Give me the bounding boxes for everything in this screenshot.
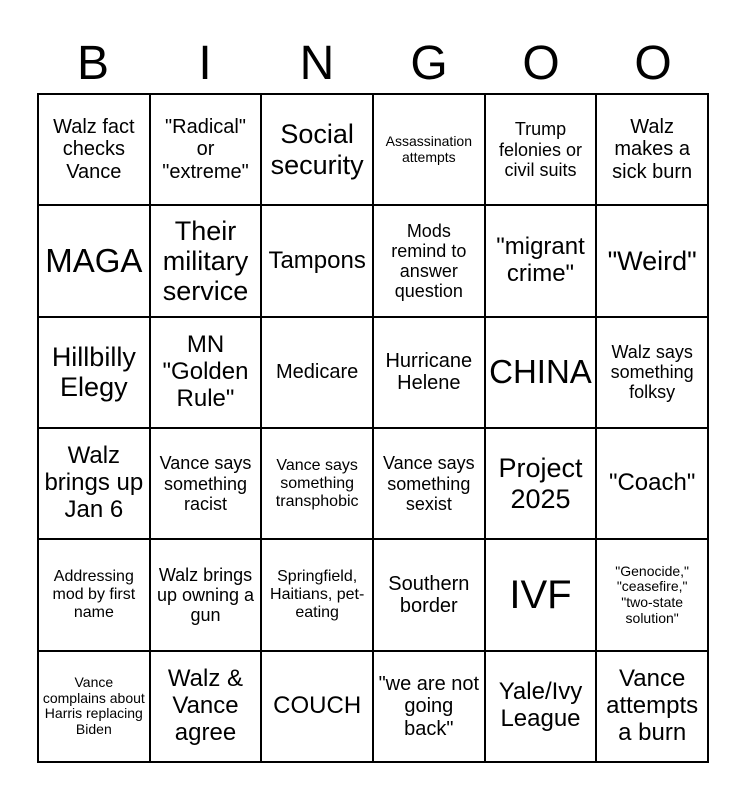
bingo-cell[interactable]: Tampons — [261, 205, 373, 316]
bingo-cell[interactable]: Assassination attempts — [373, 94, 485, 205]
bingo-cell[interactable]: MAGA — [38, 205, 150, 316]
bingo-cell[interactable]: Vance complains about Harris replacing Biden — [38, 651, 150, 762]
header-letter-o: O — [522, 37, 560, 90]
bingo-cell[interactable]: Yale/Ivy League — [485, 651, 597, 762]
bingo-cell[interactable]: Addressing mod by first name — [38, 539, 150, 650]
header-letter-b: B — [76, 37, 109, 90]
bingo-cell[interactable]: COUCH — [261, 651, 373, 762]
bingo-header — [37, 36, 709, 92]
header-letter-o-2: O — [634, 37, 672, 90]
bingo-cell[interactable]: "Radical" or "extreme" — [150, 94, 262, 205]
bingo-cell[interactable]: Medicare — [261, 317, 373, 428]
header-letter-i: I — [198, 37, 212, 90]
bingo-cell[interactable]: Walz brings up Jan 6 — [38, 428, 150, 539]
bingo-cell[interactable]: Their military service — [150, 205, 262, 316]
bingo-cell[interactable]: Mods remind to answer question — [373, 205, 485, 316]
bingo-cell[interactable]: "Coach" — [596, 428, 708, 539]
bingo-board — [37, 93, 709, 763]
bingo-cell[interactable]: CHINA — [485, 317, 597, 428]
bingo-cell[interactable]: Hillbilly Elegy — [38, 317, 150, 428]
bingo-cell[interactable]: Springfield, Haitians, pet-eating — [261, 539, 373, 650]
bingo-cell[interactable]: Social security — [261, 94, 373, 205]
header-letter-g: G — [410, 37, 448, 90]
bingo-cell[interactable]: "we are not going back" — [373, 651, 485, 762]
bingo-cell[interactable]: "Weird" — [596, 205, 708, 316]
bingo-cell[interactable]: Walz makes a sick burn — [596, 94, 708, 205]
bingo-cell[interactable]: Project 2025 — [485, 428, 597, 539]
header-letter-n: N — [299, 37, 335, 90]
bingo-cell[interactable]: Walz says something folksy — [596, 317, 708, 428]
bingo-cell[interactable]: Walz & Vance agree — [150, 651, 262, 762]
bingo-cell[interactable]: Vance says something transphobic — [261, 428, 373, 539]
bingo-cell[interactable]: Southern border — [373, 539, 485, 650]
bingo-cell[interactable]: Vance says something sexist — [373, 428, 485, 539]
bingo-cell[interactable]: Trump felonies or civil suits — [485, 94, 597, 205]
bingo-cell[interactable]: Vance attempts a burn — [596, 651, 708, 762]
bingo-cell[interactable]: "Genocide," "ceasefire," "two-state solution" — [596, 539, 708, 650]
bingo-cell[interactable]: Walz fact checks Vance — [38, 94, 150, 205]
bingo-cell[interactable]: IVF — [485, 539, 597, 650]
bingo-cell[interactable]: Vance says something racist — [150, 428, 262, 539]
bingo-cell[interactable]: Walz brings up owning a gun — [150, 539, 262, 650]
bingo-cell[interactable]: MN "Golden Rule" — [150, 317, 262, 428]
bingo-cell[interactable]: "migrant crime" — [485, 205, 597, 316]
bingo-cell[interactable]: Hurricane Helene — [373, 317, 485, 428]
